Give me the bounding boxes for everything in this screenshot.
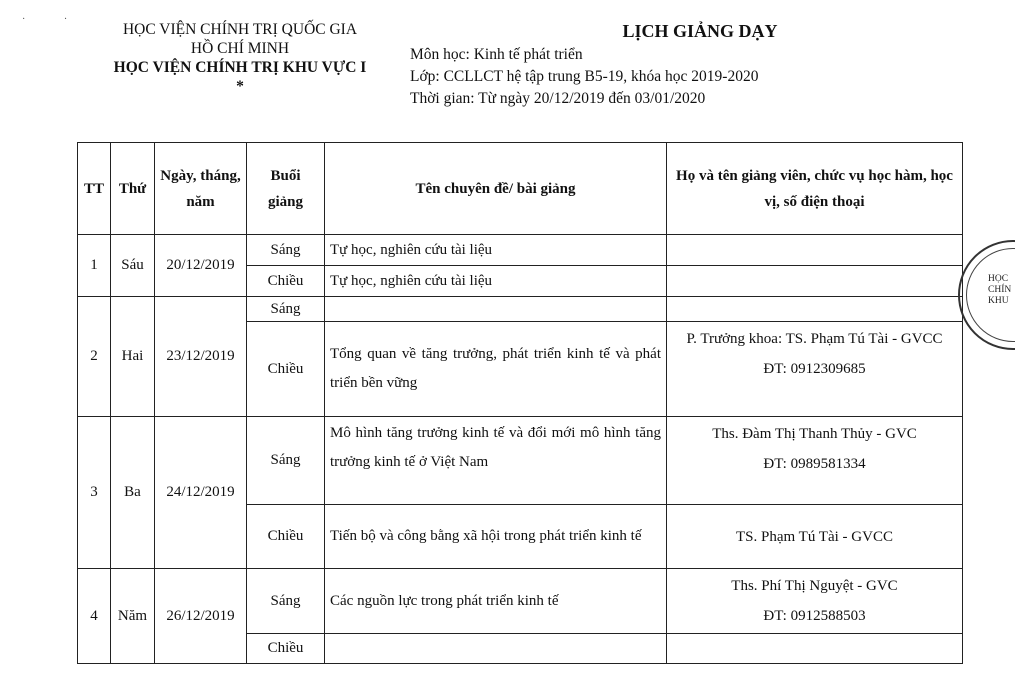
table-row [78, 235, 963, 266]
page-title: LỊCH GIẢNG DẠY [622, 21, 778, 41]
cell-session: Chiều [247, 634, 325, 664]
cell-lecturer [667, 634, 963, 664]
cell-session: Chiều [247, 266, 325, 297]
cell-topic: Tiến bộ và công bằng xã hội trong phát triển kinh tế [325, 505, 667, 569]
cell-lecturer: TS. Phạm Tú Tài - GVCC [667, 505, 963, 569]
lecturer-name: P. Trưởng khoa: TS. Phạm Tú Tài - GVCC [686, 331, 943, 347]
cell-topic: Mô hình tăng trưởng kinh tế và đổi mới mô hình tăng trưởng kinh tế ở Việt Nam [325, 417, 667, 505]
cell-thu: Hai [111, 297, 155, 417]
cell-topic [325, 297, 667, 322]
header-lecturer: Họ và tên giảng viên, chức vụ học hàm, học vị, số điện thoại [667, 143, 963, 235]
stamp-line-2: CHÍN [988, 285, 1012, 295]
class-line: Lớp: CCLLCT hệ tập trung B5-19, khóa học 2019-2020 [410, 68, 759, 85]
lecturer-phone: ĐT: 0989581334 [763, 456, 866, 472]
cell-thu: Sáu [111, 235, 155, 297]
cell-thu: Năm [111, 569, 155, 664]
stamp-line-1: HỌC [988, 274, 1009, 284]
cell-date: 24/12/2019 [155, 417, 247, 569]
cell-session: Chiều [247, 505, 325, 569]
cell-session: Sáng [247, 569, 325, 634]
cell-session: Sáng [247, 297, 325, 322]
header-topic: Tên chuyên đề/ bài giảng [325, 143, 667, 235]
cell-date: 26/12/2019 [155, 569, 247, 664]
table-row [78, 417, 963, 505]
lecturer-name: Ths. Đàm Thị Thanh Thủy - GVC [712, 426, 917, 442]
cell-thu: Ba [111, 417, 155, 569]
cell-tt: 4 [78, 569, 111, 664]
cell-date: 23/12/2019 [155, 297, 247, 417]
cell-session: Sáng [247, 417, 325, 505]
scan-specks: · · [22, 14, 86, 25]
cell-lecturer [667, 297, 963, 322]
header-tt: TT [78, 143, 111, 235]
cell-lecturer [667, 235, 963, 266]
official-stamp [958, 240, 1015, 350]
issuer-line-1: HỌC VIỆN CHÍNH TRỊ QUỐC GIA [122, 21, 358, 38]
header-thu: Thứ [111, 143, 155, 235]
cell-lecturer [667, 322, 963, 417]
cell-topic: Tổng quan về tăng trưởng, phát triển kinh tế và phát triển bền vững [325, 322, 667, 417]
issuer-line-2: HỒ CHÍ MINH [190, 40, 290, 57]
lecturer-name: Ths. Phí Thị Nguyệt - GVC [731, 578, 898, 594]
cell-topic: Tự học, nghiên cứu tài liệu [325, 266, 667, 297]
stamp-line-3: KHU [988, 296, 1009, 306]
cell-session: Chiều [247, 322, 325, 417]
schedule-info [410, 20, 950, 110]
cell-lecturer [667, 266, 963, 297]
cell-tt: 3 [78, 417, 111, 569]
table-row [78, 297, 963, 322]
cell-tt: 2 [78, 297, 111, 417]
period-line: Thời gian: Từ ngày 20/12/2019 đến 03/01/2020 [410, 90, 706, 107]
cell-tt: 1 [78, 235, 111, 297]
issuer-block [70, 20, 410, 96]
cell-date: 20/12/2019 [155, 235, 247, 297]
cell-topic [325, 634, 667, 664]
schedule-table [77, 142, 963, 664]
table-row [78, 569, 963, 634]
subject-line: Môn học: Kinh tế phát triển [410, 46, 583, 63]
cell-topic: Tự học, nghiên cứu tài liệu [325, 235, 667, 266]
lecturer-phone: ĐT: 0912588503 [763, 608, 866, 624]
header-session: Buổi giảng [247, 143, 325, 235]
cell-session: Sáng [247, 235, 325, 266]
header-date: Ngày, tháng, năm [155, 143, 247, 235]
cell-lecturer [667, 569, 963, 634]
cell-topic: Các nguồn lực trong phát triển kinh tế [325, 569, 667, 634]
issuer-line-3: HỌC VIỆN CHÍNH TRỊ KHU VỰC I [113, 59, 367, 76]
cell-lecturer [667, 417, 963, 505]
lecturer-phone: ĐT: 0912309685 [763, 361, 866, 377]
table-header-row [78, 143, 963, 235]
stamp-ring [966, 248, 1015, 342]
issuer-mark: * [236, 78, 244, 95]
